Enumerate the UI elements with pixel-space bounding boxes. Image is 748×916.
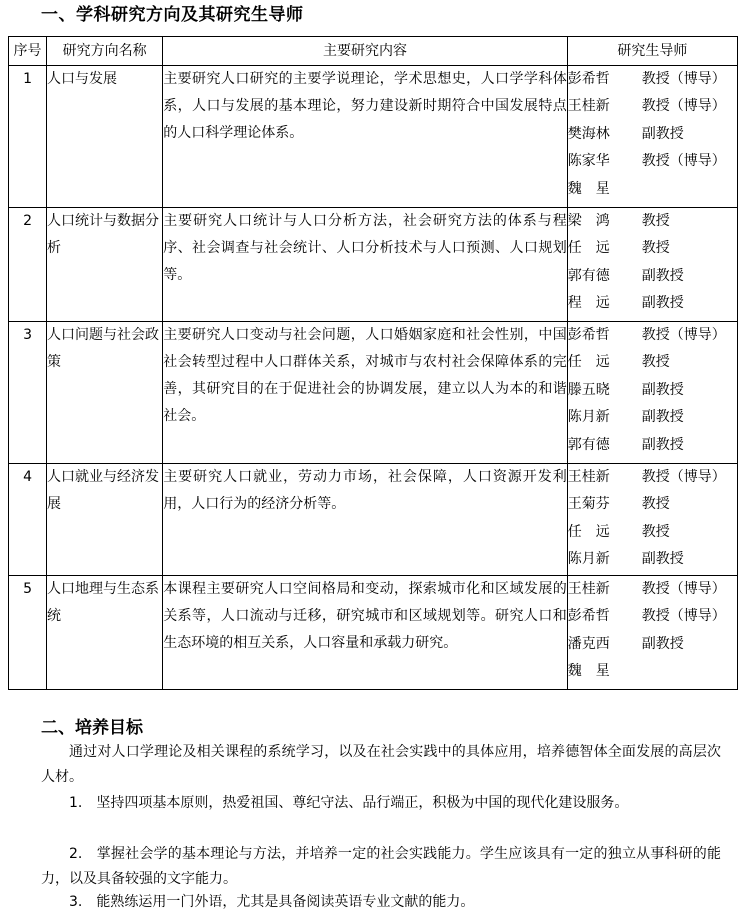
row-index: 2 — [9, 208, 47, 322]
intro-text: 通过对人口学理论及相关课程的系统学习，以及在社会实践中的具体应用，培养德智体全面发展的高层次人材。 — [41, 744, 721, 785]
tutor-name: 郭有德 — [567, 436, 610, 453]
tutor-entry — [568, 235, 737, 262]
tutor-entry — [568, 66, 737, 93]
row-direction: 人口与发展 — [47, 66, 163, 208]
tutor-entry — [568, 631, 737, 658]
header-direction: 研究方向名称 — [47, 37, 163, 66]
tutor-name: 彭希哲 — [567, 608, 610, 625]
tutor-name: 任远 — [567, 354, 624, 371]
table-row — [9, 66, 738, 208]
tutor-name: 王桂新 — [567, 98, 610, 115]
section1-title: 一、学科研究方向及其研究生导师 — [41, 5, 304, 25]
tutor-title: 教授 — [641, 523, 670, 540]
tutor-entry — [568, 432, 737, 459]
tutor-title: 副教授 — [641, 267, 684, 284]
tutor-title: 副教授 — [641, 381, 684, 398]
tutor-title: 教授 — [641, 354, 670, 371]
row-content: 主要研究人口统计与人口分析方法，社会研究方法的体系与程序、社会调查与社会统计、人口分析技术与人口预测、人口规划等。 — [163, 208, 568, 322]
tutor-name: 陈月新 — [567, 409, 610, 426]
tutor-title: 教授（博导） — [641, 153, 726, 170]
tutor-title: 副教授 — [641, 551, 684, 568]
row-content: 主要研究人口变动与社会问题，人口婚姻家庭和社会性别，中国社会转型过程中人口群体关系，对城市与农村社会保障体系的完善，其研究目的在于促进社会的协调发展，建立以人为本的和谐社会。 — [163, 322, 568, 464]
tutor-name: 陈月新 — [567, 551, 610, 568]
goal-item-2 — [41, 842, 721, 892]
tutor-name: 彭希哲 — [567, 327, 610, 343]
tutor-name: 陈家华 — [567, 153, 610, 170]
table-row — [9, 322, 738, 464]
row-index: 4 — [9, 464, 47, 576]
goal-text: 2. 掌握社会学的基本理论与方法，并培养一定的社会实践能力。学生应该具有一定的独立从事科研的能力，以及具备较强的文字能力。 — [41, 846, 721, 887]
table-row — [9, 208, 738, 322]
tutor-title: 教授 — [641, 240, 670, 257]
section2-title: 二、培养目标 — [41, 718, 143, 738]
tutor-name: 程远 — [567, 295, 624, 312]
tutor-title: 教授（博导） — [641, 608, 726, 625]
tutor-entry — [568, 290, 737, 317]
tutor-name: 潘克西 — [567, 635, 610, 652]
tutor-name: 任远 — [567, 240, 624, 257]
row-tutors — [567, 322, 737, 464]
tutor-name: 王桂新 — [567, 581, 610, 597]
tutor-title: 教授（博导） — [641, 327, 726, 343]
table-header-row — [9, 37, 738, 66]
row-tutors — [567, 66, 737, 208]
research-directions-table — [8, 36, 738, 690]
tutor-title: 副教授 — [641, 295, 684, 312]
section2-intro — [41, 740, 721, 790]
row-index: 1 — [9, 66, 47, 208]
row-index: 3 — [9, 322, 47, 464]
table-row — [9, 464, 738, 576]
tutor-title: 教授（博导） — [641, 581, 726, 597]
header-content: 主要研究内容 — [163, 37, 568, 66]
tutor-title: 教授（博导） — [641, 71, 726, 87]
tutor-entry — [568, 377, 737, 404]
row-direction: 人口统计与数据分析 — [47, 208, 163, 322]
tutor-entry — [568, 349, 737, 376]
row-content: 主要研究人口研究的主要学说理论，学术思想史，人口学学科体系，人口与发展的基本理论，努力建设新时期符合中国发展特点的人口科学理论体系。 — [163, 66, 568, 208]
tutor-title: 教授 — [641, 496, 670, 513]
tutor-title: 教授 — [641, 213, 670, 229]
row-direction: 人口就业与经济发展 — [47, 464, 163, 576]
tutor-name: 王菊芬 — [567, 496, 610, 513]
row-content: 主要研究人口就业，劳动力市场，社会保障，人口资源开发利用，人口行为的经济分析等。 — [163, 464, 568, 576]
row-index: 5 — [9, 576, 47, 690]
tutor-title: 副教授 — [641, 125, 684, 142]
tutor-name: 郭有德 — [567, 267, 610, 284]
tutor-title: 副教授 — [641, 409, 684, 426]
tutor-title: 副教授 — [641, 436, 684, 453]
tutor-title: 教授（博导） — [641, 98, 726, 115]
header-index: 序号 — [9, 37, 47, 66]
tutor-entry — [568, 576, 737, 603]
tutor-entry — [568, 464, 737, 491]
row-direction: 人口问题与社会政策 — [47, 322, 163, 464]
row-tutors — [567, 464, 737, 576]
table-row — [9, 576, 738, 690]
tutor-entry — [568, 546, 737, 573]
tutor-entry — [568, 519, 737, 546]
tutor-entry — [568, 93, 737, 120]
tutor-name: 彭希哲 — [567, 71, 610, 87]
tutor-name: 梁鸿 — [567, 213, 624, 229]
header-tutors: 研究生导师 — [567, 37, 737, 66]
tutor-entry — [568, 603, 737, 630]
tutor-entry — [568, 491, 737, 518]
row-content: 本课程主要研究人口空间格局和变动，探索城市化和区域发展的关系等，人口流动与迁移，研究城市和区域规划等。研究人口和生态环境的相互关系，人口容量和承载力研究。 — [163, 576, 568, 690]
goal-item-3 — [41, 890, 721, 915]
row-direction: 人口地理与生态系统 — [47, 576, 163, 690]
tutor-entry — [568, 208, 737, 235]
tutor-entry — [568, 658, 737, 685]
tutor-entry — [568, 176, 737, 203]
tutor-name: 樊海林 — [567, 125, 610, 142]
tutor-name: 王桂新 — [567, 469, 610, 485]
tutor-title: 副教授 — [641, 635, 684, 652]
tutor-name: 魏星 — [567, 180, 624, 197]
tutor-entry — [568, 322, 737, 349]
goal-text: 1. 坚持四项基本原则，热爱祖国、尊纪守法、品行端正，积极为中国的现代化建设服务。 — [69, 795, 629, 811]
tutor-name: 滕五晓 — [567, 381, 610, 398]
tutor-name: 任远 — [567, 523, 624, 540]
tutor-entry — [568, 121, 737, 148]
tutor-entry — [568, 404, 737, 431]
row-tutors — [567, 208, 737, 322]
tutor-entry — [568, 263, 737, 290]
tutor-name: 魏星 — [567, 663, 624, 680]
goal-text: 3. 能熟练运用一门外语，尤其是具备阅读英语专业文献的能力。 — [69, 894, 475, 910]
row-tutors — [567, 576, 737, 690]
tutor-entry — [568, 148, 737, 175]
goal-item-1 — [41, 791, 721, 816]
tutor-title: 教授（博导） — [641, 469, 726, 485]
